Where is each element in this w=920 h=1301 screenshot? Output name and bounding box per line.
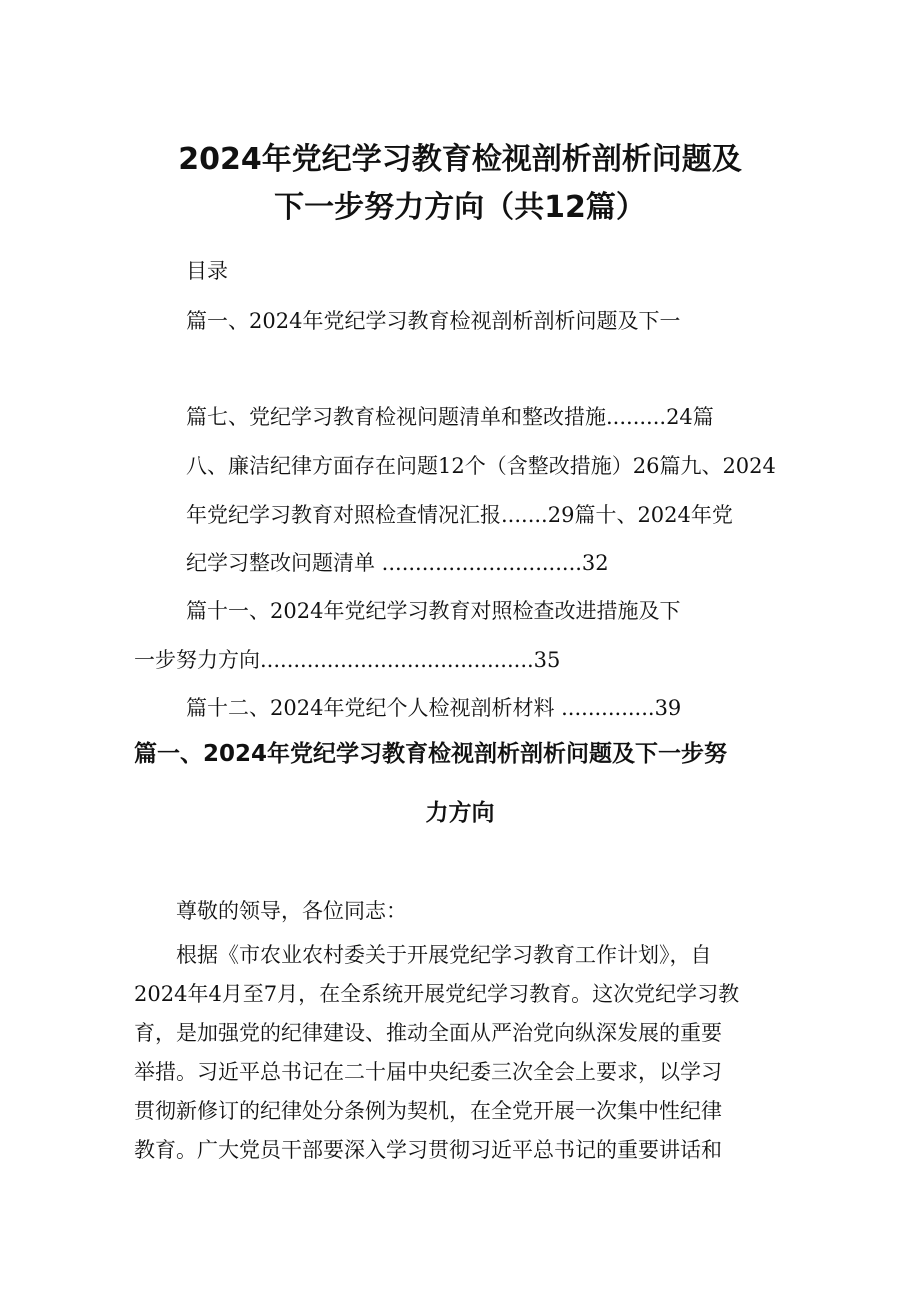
toc-item-12[interactable]: 篇十二、2024年党纪个人检视剖析材料 ..............39: [186, 696, 682, 720]
toc-item-1[interactable]: 篇一、2024年党纪学习教育检视剖析剖析问题及下一: [186, 309, 681, 333]
toc-item-8-9[interactable]: 八、廉洁纪律方面存在问题12个（含整改措施）26篇九、2024: [186, 454, 776, 478]
section-title-line-2: 力方向: [425, 800, 495, 826]
toc-item-9-10[interactable]: 年党纪学习教育对照检查情况汇报.......29篇十、2024年党: [186, 503, 733, 527]
paragraph-line-4: 举措。习近平总书记在二十届中央纪委三次全会上要求，以学习: [134, 1060, 722, 1084]
paragraph-line-2: 2024年4月至7月，在全系统开展党纪学习教育。这次党纪学习教: [134, 982, 740, 1006]
document-title: [0, 136, 920, 232]
document-title-line-1: 2024年党纪学习教育检视剖析剖析问题及: [178, 142, 742, 177]
toc-item-10-cont[interactable]: 纪学习整改问题清单 ..............................32: [186, 551, 609, 575]
paragraph-line-3: 育，是加强党的纪律建设、推动全面从严治党向纵深发展的重要: [134, 1021, 722, 1045]
paragraph-line-1: 根据《市农业农村委关于开展党纪学习教育工作计划》，自: [176, 943, 712, 967]
paragraph-line-5: 贯彻新修订的纪律处分条例为契机，在全党开展一次集中性纪律: [134, 1099, 722, 1123]
section-title-line-1: 篇一、2024年党纪学习教育检视剖析剖析问题及下一步努: [134, 741, 728, 767]
toc-item-7[interactable]: 篇七、党纪学习教育检视问题清单和整改措施.........24篇: [186, 405, 714, 429]
greeting: 尊敬的领导，各位同志：: [176, 899, 407, 923]
toc-heading: 目录: [186, 259, 228, 283]
document-title-line-2: 下一步努力方向（共12篇）: [274, 190, 646, 225]
toc-item-11-cont[interactable]: 一步努力方向.........................................35: [134, 648, 561, 672]
toc-item-11[interactable]: 篇十一、2024年党纪学习教育对照检查改进措施及下: [186, 599, 681, 623]
paragraph-line-6: 教育。广大党员干部要深入学习贯彻习近平总书记的重要讲话和: [134, 1138, 722, 1162]
